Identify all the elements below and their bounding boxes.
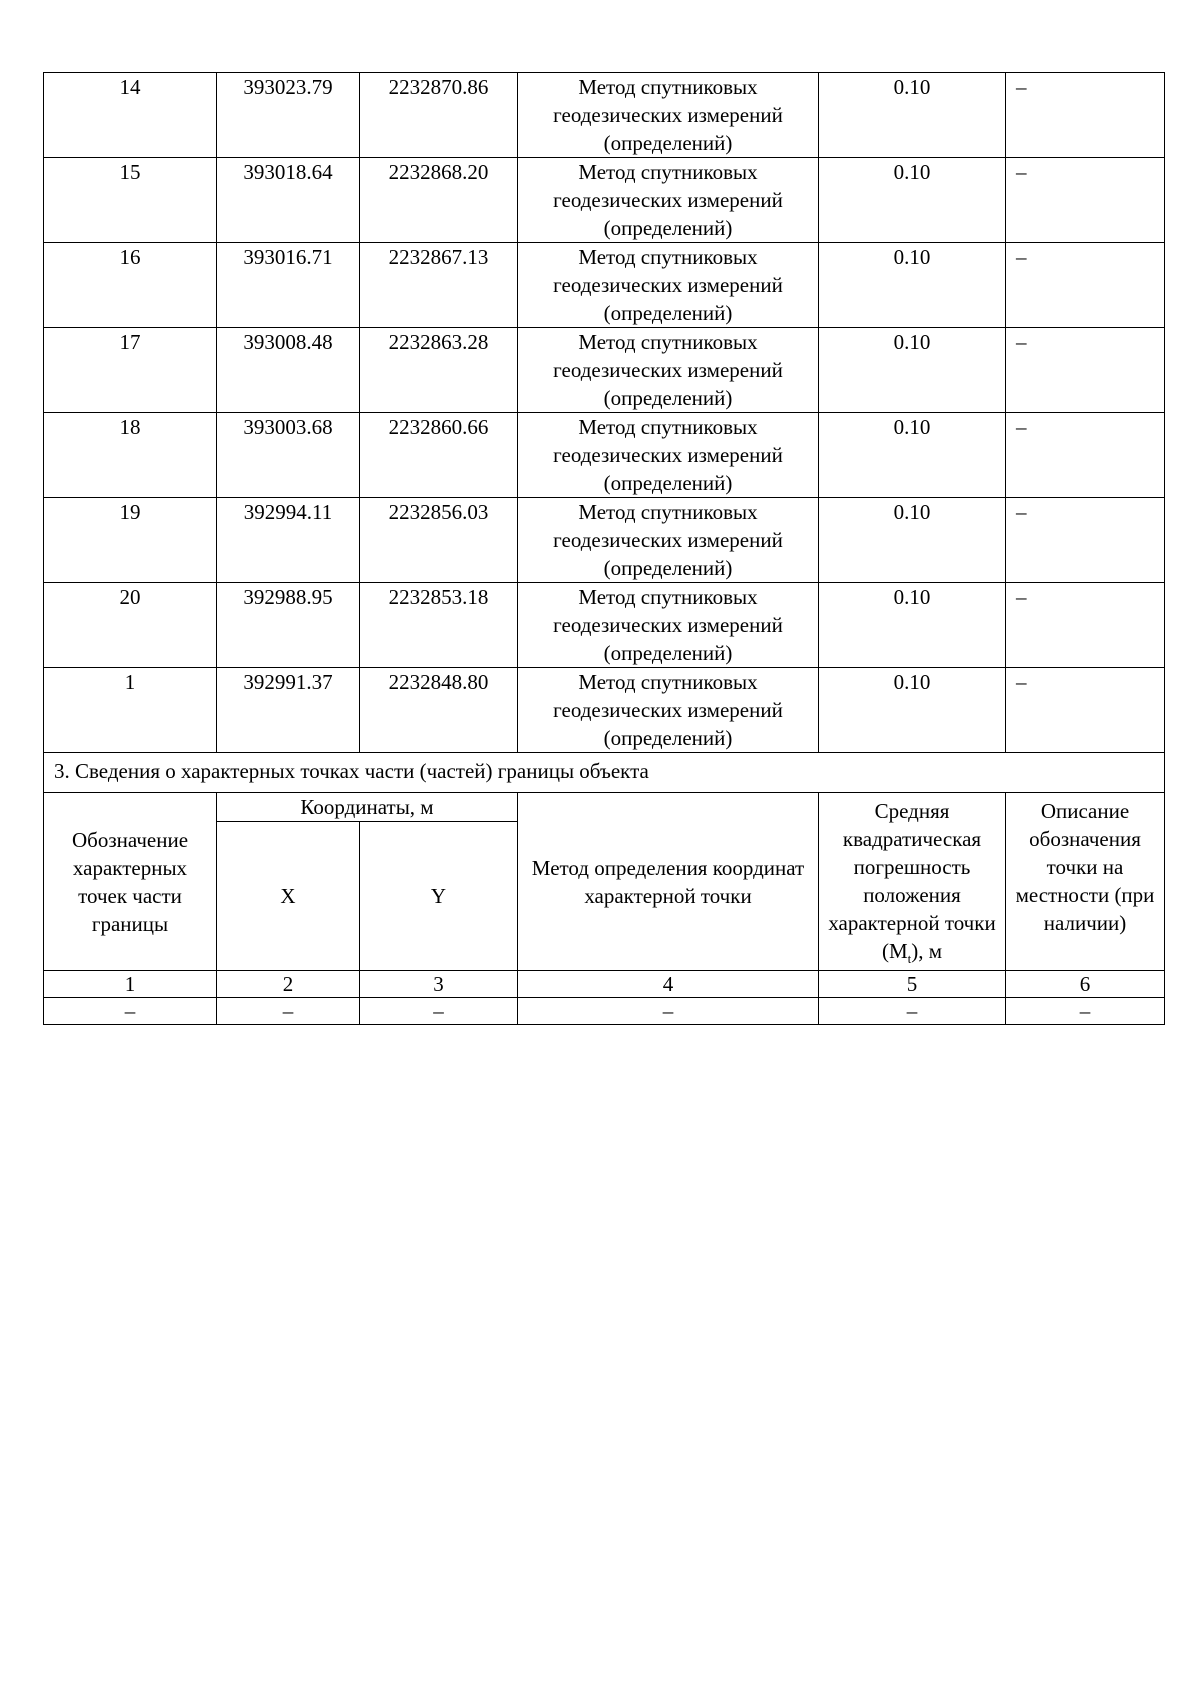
empty-cell: – — [360, 998, 518, 1025]
method: Метод спутниковых геодезических измерений (определений) — [518, 583, 819, 668]
method: Метод спутниковых геодезических измерений (определений) — [518, 328, 819, 413]
header-y: Y — [360, 822, 518, 971]
document-page — [43, 72, 1164, 1025]
empty-cell: – — [1006, 998, 1165, 1025]
method: Метод спутниковых геодезических измерений (определений) — [518, 243, 819, 328]
point-number: 1 — [44, 668, 217, 753]
point-description: – — [1006, 668, 1165, 753]
point-number: 14 — [44, 73, 217, 158]
accuracy: 0.10 — [819, 668, 1006, 753]
coord-x: 392988.95 — [217, 583, 360, 668]
coord-x: 393003.68 — [217, 413, 360, 498]
accuracy: 0.10 — [819, 243, 1006, 328]
point-number: 15 — [44, 158, 217, 243]
header-description: Описание обозначения точки на местности (при наличии) — [1006, 793, 1165, 971]
table-row — [44, 243, 1165, 328]
accuracy: 0.10 — [819, 583, 1006, 668]
point-description: – — [1006, 243, 1165, 328]
coord-x: 393018.64 — [217, 158, 360, 243]
table-row — [44, 413, 1165, 498]
column-number: 1 — [44, 971, 217, 998]
method: Метод спутниковых геодезических измерений (определений) — [518, 498, 819, 583]
column-number: 6 — [1006, 971, 1165, 998]
accuracy: 0.10 — [819, 498, 1006, 583]
section-3-title: 3. Сведения о характерных точках части (частей) границы объекта — [44, 753, 1165, 793]
boundary-points-rows — [44, 73, 1165, 1025]
point-description: – — [1006, 413, 1165, 498]
section-title-row — [44, 753, 1165, 793]
coord-y: 2232863.28 — [360, 328, 518, 413]
boundary-points-table — [43, 72, 1165, 1025]
column-number: 4 — [518, 971, 819, 998]
coord-y: 2232853.18 — [360, 583, 518, 668]
method: Метод спутниковых геодезических измерений (определений) — [518, 413, 819, 498]
accuracy: 0.10 — [819, 158, 1006, 243]
column-number: 2 — [217, 971, 360, 998]
column-number-row — [44, 971, 1165, 998]
header-accuracy-subscript: t — [907, 951, 912, 967]
header-accuracy-unit: ), м — [911, 939, 943, 963]
header-x: X — [217, 822, 360, 971]
empty-cell: – — [819, 998, 1006, 1025]
point-number: 20 — [44, 583, 217, 668]
coord-x: 393008.48 — [217, 328, 360, 413]
point-description: – — [1006, 583, 1165, 668]
coord-y: 2232868.20 — [360, 158, 518, 243]
accuracy: 0.10 — [819, 328, 1006, 413]
coord-x: 392991.37 — [217, 668, 360, 753]
header-method: Метод определения координат характерной точки — [518, 793, 819, 971]
empty-cell: – — [44, 998, 217, 1025]
coord-y: 2232856.03 — [360, 498, 518, 583]
point-number: 18 — [44, 413, 217, 498]
header-accuracy-text: Средняя квадратическая погрешность положения характерной точки (M — [828, 799, 996, 963]
table-row — [44, 498, 1165, 583]
coord-x: 393016.71 — [217, 243, 360, 328]
point-number: 19 — [44, 498, 217, 583]
column-number: 3 — [360, 971, 518, 998]
point-description: – — [1006, 73, 1165, 158]
table-row — [44, 158, 1165, 243]
point-number: 17 — [44, 328, 217, 413]
method: Метод спутниковых геодезических измерений (определений) — [518, 158, 819, 243]
point-description: – — [1006, 158, 1165, 243]
method: Метод спутниковых геодезических измерений (определений) — [518, 73, 819, 158]
accuracy: 0.10 — [819, 413, 1006, 498]
coord-y: 2232867.13 — [360, 243, 518, 328]
table-row — [44, 73, 1165, 158]
header-row — [44, 793, 1165, 822]
coord-x: 392994.11 — [217, 498, 360, 583]
empty-cell: – — [217, 998, 360, 1025]
header-accuracy — [819, 793, 1006, 971]
method: Метод спутниковых геодезических измерений (определений) — [518, 668, 819, 753]
table-row — [44, 328, 1165, 413]
coord-y: 2232870.86 — [360, 73, 518, 158]
accuracy: 0.10 — [819, 73, 1006, 158]
coord-y: 2232848.80 — [360, 668, 518, 753]
table-row — [44, 998, 1165, 1025]
coord-x: 393023.79 — [217, 73, 360, 158]
point-description: – — [1006, 498, 1165, 583]
coord-y: 2232860.66 — [360, 413, 518, 498]
point-number: 16 — [44, 243, 217, 328]
header-designation: Обозначение характерных точек части границы — [44, 793, 217, 971]
table-row — [44, 668, 1165, 753]
column-number: 5 — [819, 971, 1006, 998]
header-coordinates: Координаты, м — [217, 793, 518, 822]
table-row — [44, 583, 1165, 668]
point-description: – — [1006, 328, 1165, 413]
empty-cell: – — [518, 998, 819, 1025]
